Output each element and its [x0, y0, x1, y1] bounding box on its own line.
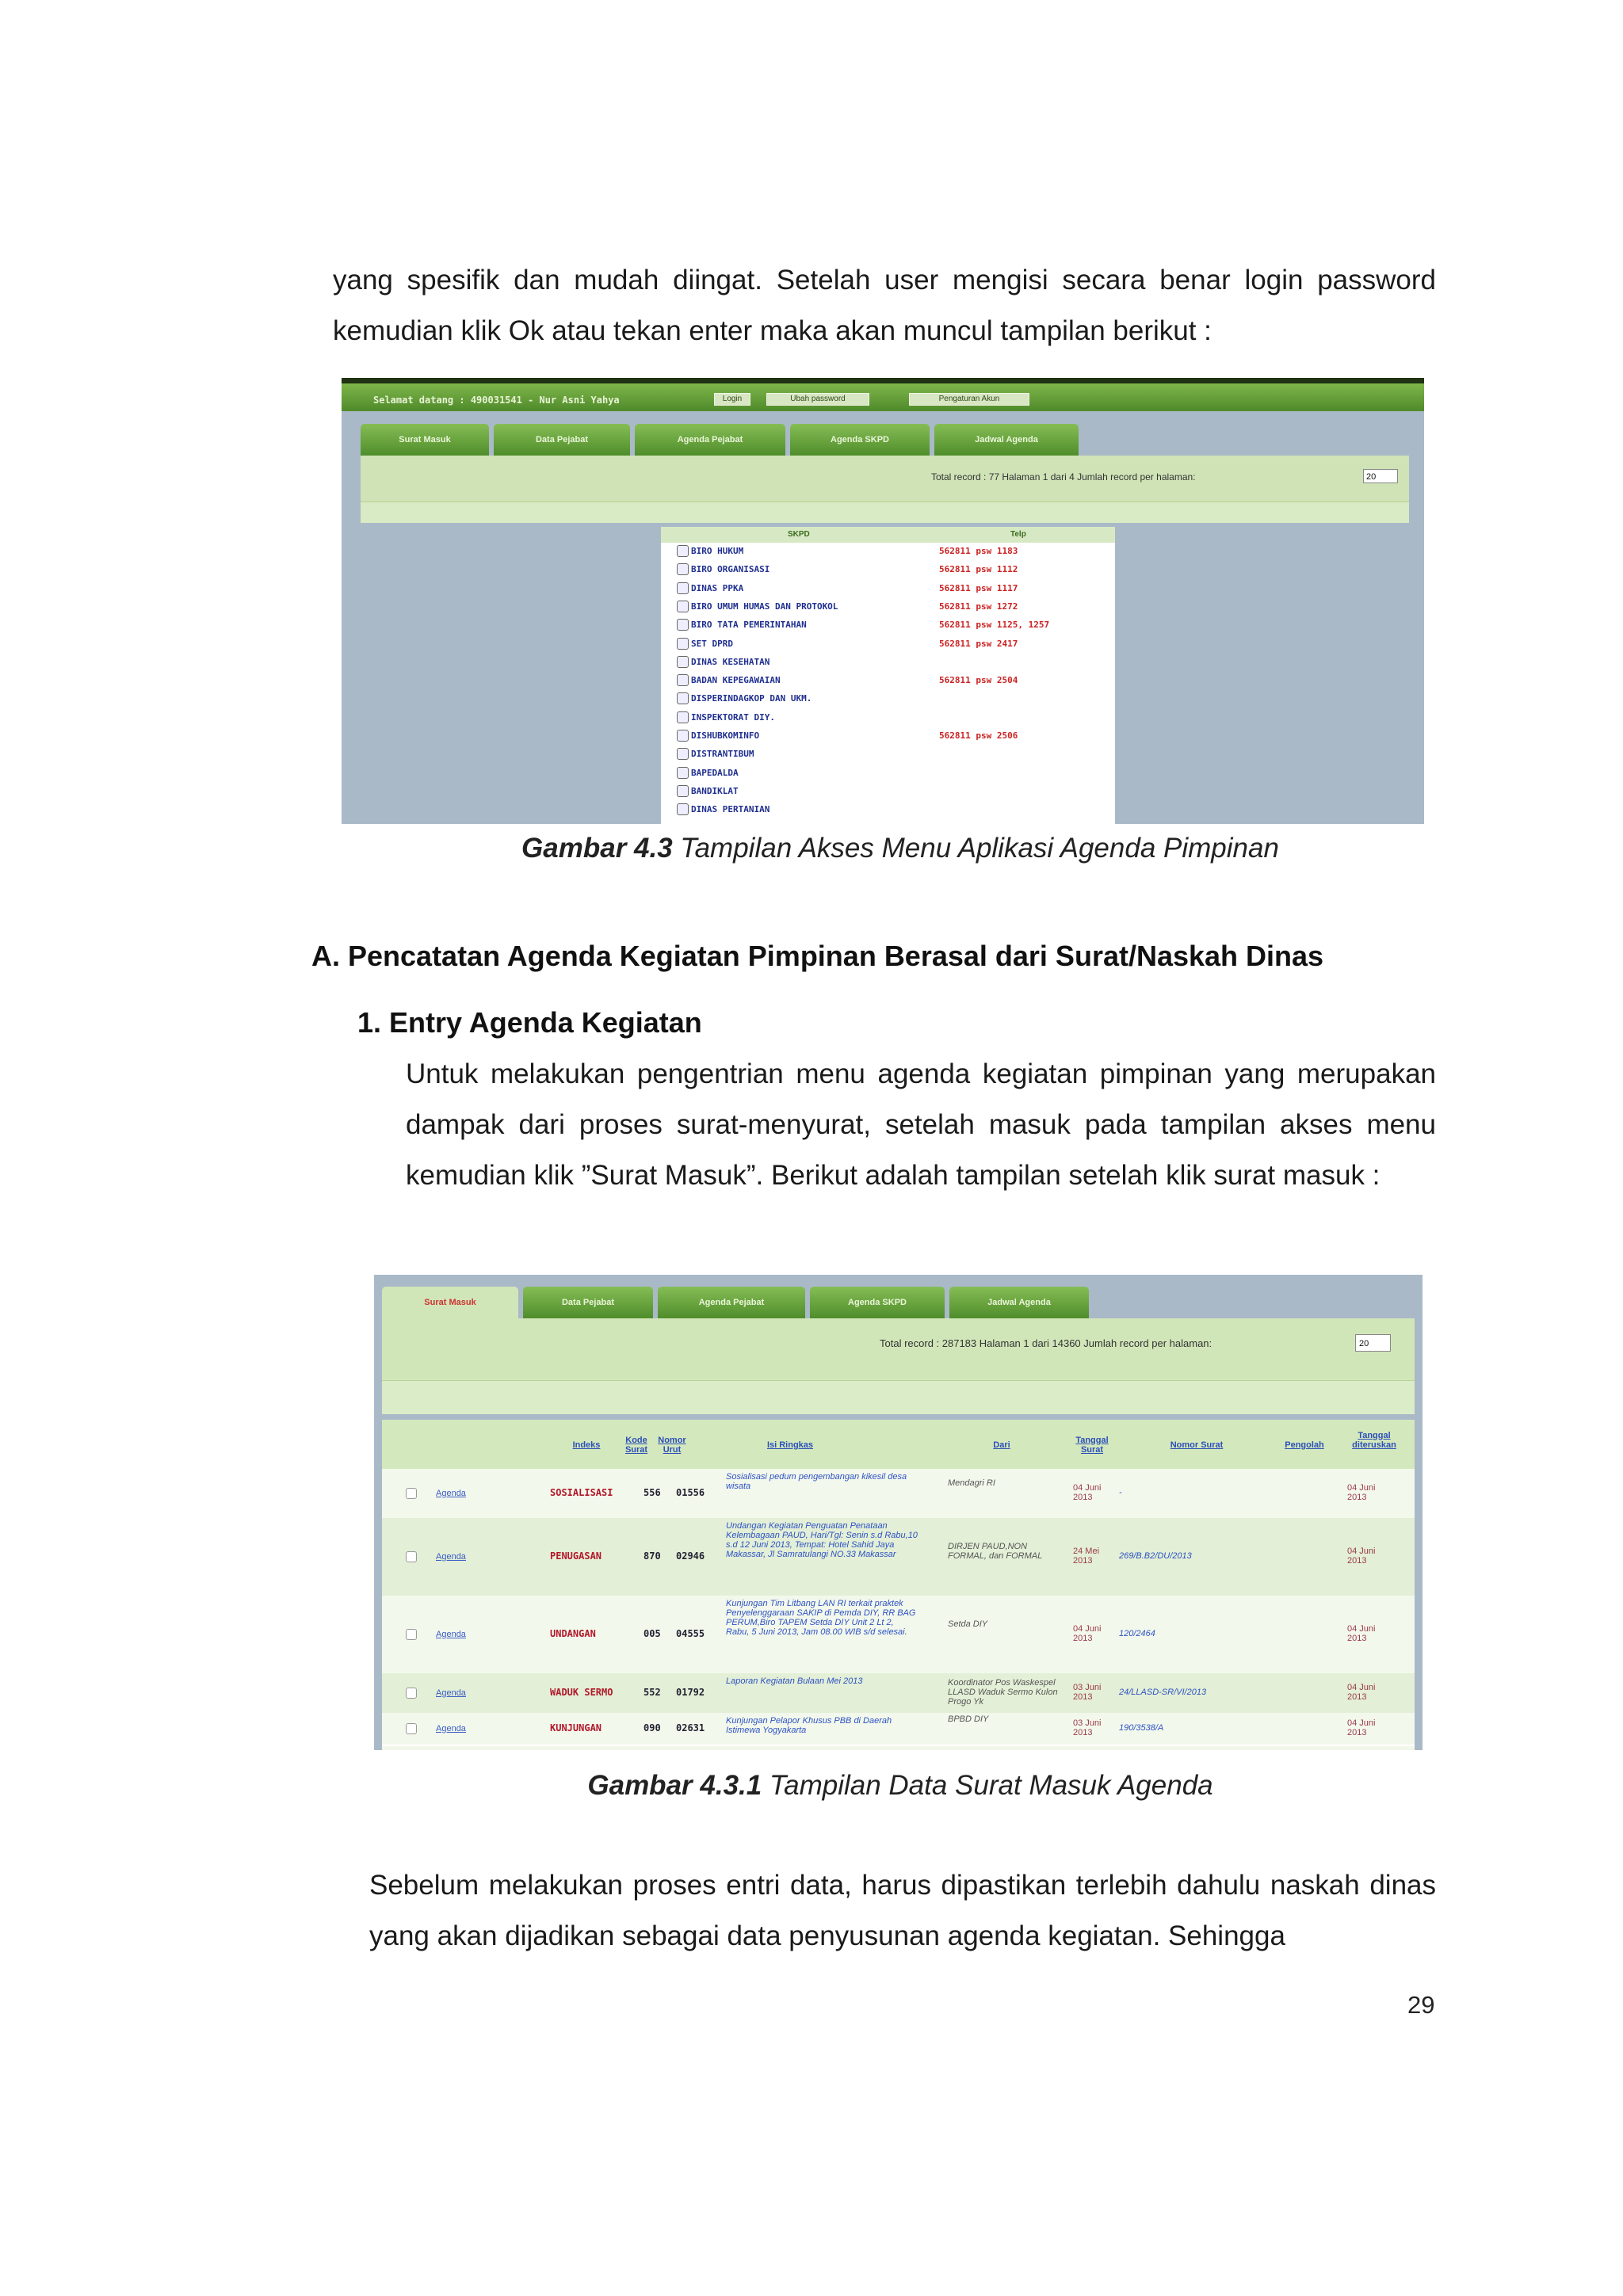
isi-cell: Kunjungan Tim Litbang LAN RI terkait praktek Penyelenggaraan SAKIP di Pemda DIY, RR BAG PERUM,Biro TAPEM Setda DIY Unit 2 Lt 2, Rabu, 5 Juni 2013, Jam 08.00 WIB s/d selesai.: [726, 1599, 916, 1637]
figure-caption-2: [333, 1770, 1468, 1802]
tanggal-cell: 24 Mei 2013: [1073, 1547, 1100, 1566]
list-item[interactable]: [661, 783, 1115, 801]
skpd-telp: 562811 psw 2417: [939, 638, 1018, 649]
list-item[interactable]: [661, 727, 1115, 746]
figure-label: Gambar 4.3: [521, 833, 673, 864]
skpd-name[interactable]: BAPEDALDA: [691, 767, 739, 778]
table-header: [382, 1420, 1415, 1469]
change-password-button[interactable]: Ubah password: [766, 393, 869, 406]
surat-masuk-screenshot: [374, 1275, 1423, 1750]
col-tanggal-surat[interactable]: Tanggal Surat: [1075, 1436, 1109, 1455]
col-indeks[interactable]: Indeks: [572, 1440, 601, 1450]
skpd-name[interactable]: DISPERINDAGKOP DAN UKM.: [691, 693, 812, 704]
list-item[interactable]: [661, 580, 1115, 598]
tab-surat-masuk[interactable]: Surat Masuk: [382, 1287, 518, 1318]
list-item-icon: [677, 674, 689, 686]
login-button[interactable]: Login: [714, 393, 750, 406]
col-nomor-urut[interactable]: Nomor Urut: [658, 1436, 686, 1455]
list-item-icon: [677, 711, 689, 723]
tab-surat-masuk[interactable]: Surat Masuk: [361, 424, 489, 456]
tab-agenda-skpd[interactable]: Agenda SKPD: [790, 424, 930, 456]
nomor-surat-cell: 269/B.B2/DU/2013: [1119, 1551, 1192, 1561]
entry-paragraph: Untuk melakukan pengentrian menu agenda kegiatan pimpinan yang merupakan dampak dari proses surat-menyurat, setelah masuk pada tampilan akses menu kemudian klik ”Surat Masuk”. Berikut adalah tampilan setelah klik surat masuk :: [406, 1058, 1436, 1191]
top-bar: [342, 378, 1424, 411]
skpd-list-header: [661, 527, 1115, 543]
list-item-icon: [677, 563, 689, 575]
figure-caption-text: Tampilan Akses Menu Aplikasi Agenda Pimpinan: [672, 833, 1279, 864]
row-checkbox[interactable]: [406, 1688, 417, 1699]
urut-cell: 02946: [676, 1550, 705, 1562]
isi-cell: Laporan Kegiatan Bulaan Mei 2013: [726, 1676, 863, 1686]
nomor-surat-cell: 24/LLASD-SR/VI/2013: [1119, 1688, 1207, 1697]
figure-caption-1: [333, 833, 1468, 864]
tab-agenda-skpd[interactable]: Agenda SKPD: [810, 1287, 945, 1318]
row-checkbox[interactable]: [406, 1629, 417, 1640]
subsection-heading: 1. Entry Agenda Kegiatan: [357, 1006, 702, 1039]
list-item[interactable]: [661, 672, 1115, 690]
record-panel: [382, 1318, 1415, 1413]
tanggal-cell: 04 Juni 2013: [1073, 1483, 1102, 1502]
list-item-icon: [677, 785, 689, 797]
indeks-cell: SOSIALISASI: [550, 1487, 613, 1498]
col-nomor-surat[interactable]: Nomor Surat: [1170, 1440, 1224, 1450]
list-item-icon: [677, 601, 689, 612]
col-tanggal-diteruskan[interactable]: Tanggal diteruskan: [1352, 1431, 1396, 1450]
tab-jadwal-agenda[interactable]: Jadwal Agenda: [934, 424, 1079, 456]
list-item-icon: [677, 656, 689, 668]
list-item-icon: [677, 582, 689, 594]
list-item-icon: [677, 619, 689, 631]
col-dari[interactable]: Dari: [993, 1440, 1010, 1450]
list-item-icon: [677, 748, 689, 760]
nomor-surat-cell: 120/2464: [1119, 1629, 1155, 1638]
menu-access-screenshot: [342, 378, 1424, 824]
tab-data-pejabat[interactable]: Data Pejabat: [523, 1287, 653, 1318]
skpd-list: [661, 527, 1115, 824]
account-settings-button[interactable]: Pengaturan Akun: [909, 393, 1029, 406]
list-item[interactable]: [661, 598, 1115, 616]
intro-paragraph: yang spesifik dan mudah diingat. Setelah user mengisi secara benar login password kemudian klik Ok atau tekan enter maka akan muncul tampilan berikut :: [333, 265, 1436, 346]
skpd-name[interactable]: BIRO TATA PEMERINTAHAN: [691, 620, 807, 631]
list-item-icon: [677, 730, 689, 742]
panel-strip: [382, 1380, 1415, 1414]
list-item[interactable]: [661, 561, 1115, 579]
tanggal-cell: 03 Juni 2013: [1073, 1718, 1102, 1737]
tab-jadwal-agenda[interactable]: Jadwal Agenda: [949, 1287, 1089, 1318]
urut-cell: 04555: [676, 1628, 705, 1639]
kode-cell: 552: [643, 1687, 661, 1698]
kode-cell: 090: [643, 1722, 661, 1733]
list-item-icon: [677, 767, 689, 779]
tanggal-cell: 04 Juni 2013: [1073, 1624, 1102, 1643]
col-kode-surat[interactable]: Kode Surat: [624, 1436, 648, 1455]
agenda-link[interactable]: Agenda: [436, 1688, 466, 1698]
skpd-name[interactable]: DINAS PPKA: [691, 582, 744, 593]
skpd-telp: 562811 psw 1183: [939, 546, 1018, 556]
list-item[interactable]: [661, 616, 1115, 635]
skpd-name[interactable]: BADAN KEPEGAWAIAN: [691, 675, 781, 686]
kode-cell: 870: [643, 1550, 661, 1562]
dari-cell: Mendagri RI: [948, 1478, 995, 1488]
urut-cell: 01556: [676, 1487, 705, 1498]
skpd-name[interactable]: BIRO HUKUM: [691, 546, 744, 556]
dari-cell: BPBD DIY: [948, 1714, 989, 1724]
surat-masuk-table: [382, 1420, 1415, 1750]
skpd-telp: 562811 psw 1125, 1257: [939, 620, 1050, 631]
skpd-name[interactable]: SET DPRD: [691, 638, 733, 649]
telp-header: Telp: [1010, 530, 1026, 539]
list-item[interactable]: [661, 543, 1115, 561]
list-item[interactable]: [661, 746, 1115, 764]
diteruskan-cell: 04 Juni 2013: [1347, 1547, 1376, 1566]
list-item-icon: [677, 803, 689, 815]
diteruskan-cell: 04 Juni 2013: [1347, 1624, 1376, 1643]
skpd-name[interactable]: BANDIKLAT: [691, 785, 739, 796]
page-number: 29: [1407, 1991, 1435, 2019]
indeks-cell: UNDANGAN: [550, 1628, 596, 1639]
table-row: [382, 1518, 1415, 1597]
urut-cell: 02631: [676, 1722, 705, 1733]
skpd-name[interactable]: DINAS KESEHATAN: [691, 656, 770, 667]
indeks-cell: KUNJUNGAN: [550, 1722, 602, 1733]
list-item-icon: [677, 545, 689, 557]
dari-cell: DIRJEN PAUD,NON FORMAL, dan FORMAL: [948, 1542, 1043, 1561]
kode-cell: 005: [643, 1628, 661, 1639]
table-row: [382, 1596, 1415, 1675]
list-item[interactable]: [661, 765, 1115, 783]
skpd-name[interactable]: INSPEKTORAT DIY.: [691, 711, 775, 723]
tab-agenda-pejabat[interactable]: Agenda Pejabat: [635, 424, 785, 456]
list-item-icon: [677, 638, 689, 650]
welcome-text: Selamat datang : 490031541 - Nur Asni Yahya: [373, 395, 620, 406]
diteruskan-cell: 04 Juni 2013: [1347, 1718, 1376, 1737]
indeks-cell: WADUK SERMO: [550, 1687, 613, 1698]
per-page-select[interactable]: 20: [1363, 469, 1398, 483]
record-info: Total record : 287183 Halaman 1 dari 14360 Jumlah record per halaman:: [880, 1337, 1212, 1349]
table-row: [382, 1673, 1415, 1714]
isi-cell: Kunjungan Pelapor Khusus PBB di Daerah Istimewa Yogyakarta: [726, 1716, 892, 1735]
diteruskan-cell: 04 Juni 2013: [1347, 1683, 1376, 1702]
section-heading: A. Pencatatan Agenda Kegiatan Pimpinan Berasal dari Surat/Naskah Dinas: [311, 940, 1324, 972]
skpd-telp: 562811 psw 1112: [939, 564, 1018, 575]
tanggal-cell: 03 Juni 2013: [1073, 1683, 1102, 1702]
agenda-link[interactable]: Agenda: [436, 1724, 466, 1733]
row-checkbox[interactable]: [406, 1551, 417, 1562]
list-item[interactable]: [661, 801, 1115, 819]
col-isi-ringkas[interactable]: Isi Ringkas: [766, 1440, 814, 1450]
per-page-select[interactable]: 20: [1355, 1334, 1391, 1352]
table-row: [382, 1469, 1415, 1520]
record-panel: [361, 456, 1409, 522]
list-item[interactable]: [661, 709, 1115, 727]
dari-cell: Koordinator Pos Waskespel LLASD Waduk Sermo Kulon Progo Yk: [948, 1678, 1058, 1707]
indeks-cell: PENUGASAN: [550, 1550, 602, 1562]
list-item[interactable]: [661, 635, 1115, 654]
nomor-surat-cell: -: [1119, 1488, 1122, 1497]
outro-paragraph: Sebelum melakukan proses entri data, harus dipastikan terlebih dahulu naskah dinas yang akan dijadikan sebagai data penyusunan agenda kegiatan. Sehingga: [369, 1870, 1436, 1951]
row-checkbox[interactable]: [406, 1488, 417, 1499]
skpd-name[interactable]: BIRO ORGANISASI: [691, 564, 770, 575]
nomor-surat-cell: 190/3538/A: [1119, 1723, 1164, 1733]
skpd-name[interactable]: DINAS PERTANIAN: [691, 804, 770, 815]
skpd-telp: 562811 psw 1272: [939, 601, 1018, 612]
tab-agenda-pejabat[interactable]: Agenda Pejabat: [658, 1287, 805, 1318]
agenda-link[interactable]: Agenda: [436, 1630, 466, 1639]
figure-caption-text: Tampilan Data Surat Masuk Agenda: [762, 1770, 1213, 1801]
skpd-telp: 562811 psw 1117: [939, 582, 1018, 593]
skpd-header: SKPD: [788, 530, 810, 539]
skpd-telp: 562811 psw 2504: [939, 675, 1018, 686]
kode-cell: 556: [643, 1487, 661, 1498]
isi-cell: Undangan Kegiatan Penguatan Penataan Kelembagaan PAUD, Hari/Tgl: Senin s.d Rabu,10 s.d 12 Juni 2013, Tempat: Hotel Sahid Jaya Makassar, Jl Samratulangi NO.33 Makassar: [726, 1521, 918, 1559]
skpd-telp: 562811 psw 2506: [939, 730, 1018, 741]
urut-cell: 01792: [676, 1687, 705, 1698]
list-item-icon: [677, 692, 689, 704]
table-row: [382, 1713, 1415, 1746]
tab-data-pejabat[interactable]: Data Pejabat: [494, 424, 630, 456]
dari-cell: Setda DIY: [948, 1619, 988, 1629]
panel-strip: [361, 502, 1409, 523]
col-pengolah[interactable]: Pengolah: [1285, 1440, 1324, 1450]
agenda-link[interactable]: Agenda: [436, 1489, 466, 1498]
isi-cell: Sosialisasi pedum pengembangan kikesil desa wisata: [726, 1472, 907, 1491]
record-info: Total record : 77 Halaman 1 dari 4 Jumlah record per halaman:: [931, 471, 1196, 482]
list-item[interactable]: [661, 690, 1115, 708]
skpd-name[interactable]: DISTRANTIBUM: [691, 749, 754, 760]
list-item[interactable]: [661, 654, 1115, 672]
skpd-name[interactable]: DISHUBKOMINFO: [691, 730, 760, 741]
figure-label: Gambar 4.3.1: [587, 1770, 762, 1801]
diteruskan-cell: 04 Juni 2013: [1347, 1483, 1376, 1502]
row-checkbox[interactable]: [406, 1723, 417, 1734]
agenda-link[interactable]: Agenda: [436, 1552, 466, 1562]
skpd-name[interactable]: BIRO UMUM HUMAS DAN PROTOKOL: [691, 601, 838, 612]
